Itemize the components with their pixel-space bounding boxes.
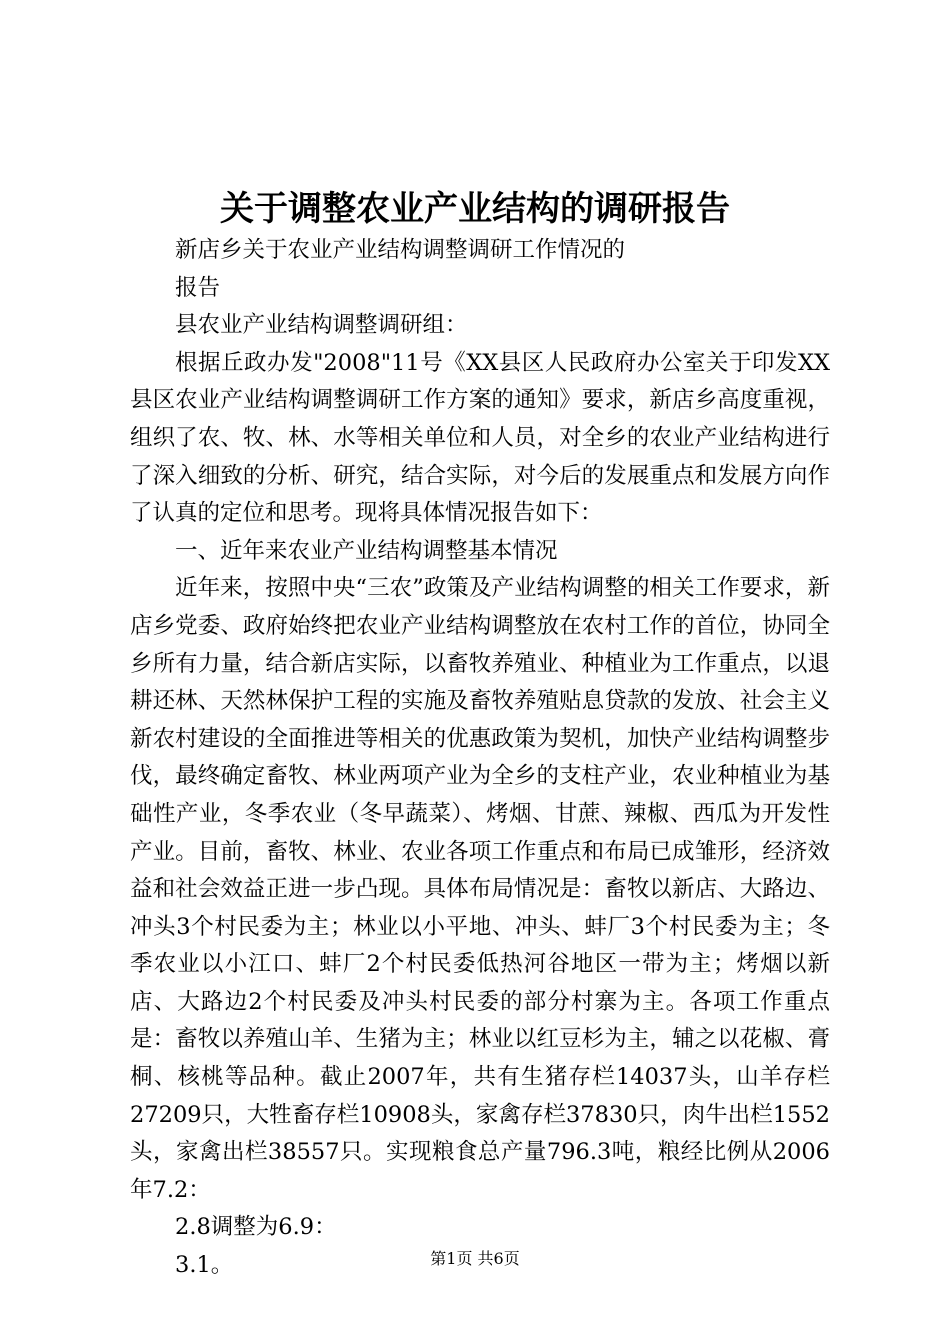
section-paragraph: 近年来，按照中央“三农”政策及产业结构调整的相关工作要求，新店乡党委、政府始终把农业产业结构调整放在农村工作的首位，协同全乡所有力量，结合新店实际，以畜牧养殖业、种植业为工作重点，以退耕还林、天然林保护工程的实施及畜牧养殖贴息贷款的发放、社会主义新农村建设的全面推进等相关的优惠政策为契机，加快产业结构调整步伐，最终确定畜牧、林业两项产业为全乡的支柱产业，农业种植业为基础性产业，冬季农业（冬早蔬菜）、烤烟、甘蔗、辣椒、西瓜为开发性产业。目前，畜牧、林业、农业各项工作重点和布局已成雏形，经济效益和社会效益正进一步凸现。具体布局情况是：畜牧以新店、大路边、冲头3个村民委为主；林业以小平地、冲头、蚌厂3个村民委为主；冬季农业以小江口、蚌厂2个村民委低热河谷地区一带为主；烤烟以新店、大路边2个村民委及冲头村民委的部分村寨为主。各项工作重点是：畜牧以养殖山羊、生猪为主；林业以红豆杉为主，辅之以花椒、膏桐、核桃等品种。截止2007年，共有生猪存栏14037头，山羊存栏27209只，大牲畜存栏10908头，家禽存栏37830只，肉牛出栏1552头，家禽出栏38557只。实现粮食总产量796.3吨，粮经比例从2006年7.2： xyxy=(130,575,830,1203)
intro-paragraph: 根据丘政办发"2008"11号《XX县区人民政府办公室关于印发XX县区农业产业结构调整调研工作方案的通知》要求，新店乡高度重视，组织了农、牧、林、水等相关单位和人员，对全乡的农业产业结构进行了深入细致的分析、研究，结合实际，对今后的发展重点和发展方向作了认真的定位和思考。现将具体情况报告如下： xyxy=(130,349,830,527)
document-body xyxy=(130,232,830,1285)
document-title: 关于调整农业产业结构的调研报告 xyxy=(220,189,730,229)
subtitle-line-2: 报告 xyxy=(175,274,221,301)
salutation: 县农业产业结构调整调研组： xyxy=(175,312,468,339)
subtitle-line-1: 新店乡关于农业产业结构调整调研工作情况的 xyxy=(175,237,626,263)
ratio-line-2: 3.1。 xyxy=(175,1252,234,1279)
ratio-line-1: 2.8调整为6.9： xyxy=(175,1214,337,1241)
section-heading: 一、近年来农业产业结构调整基本情况 xyxy=(175,537,558,564)
page-footer: 第1页 共6页 xyxy=(430,1249,520,1268)
